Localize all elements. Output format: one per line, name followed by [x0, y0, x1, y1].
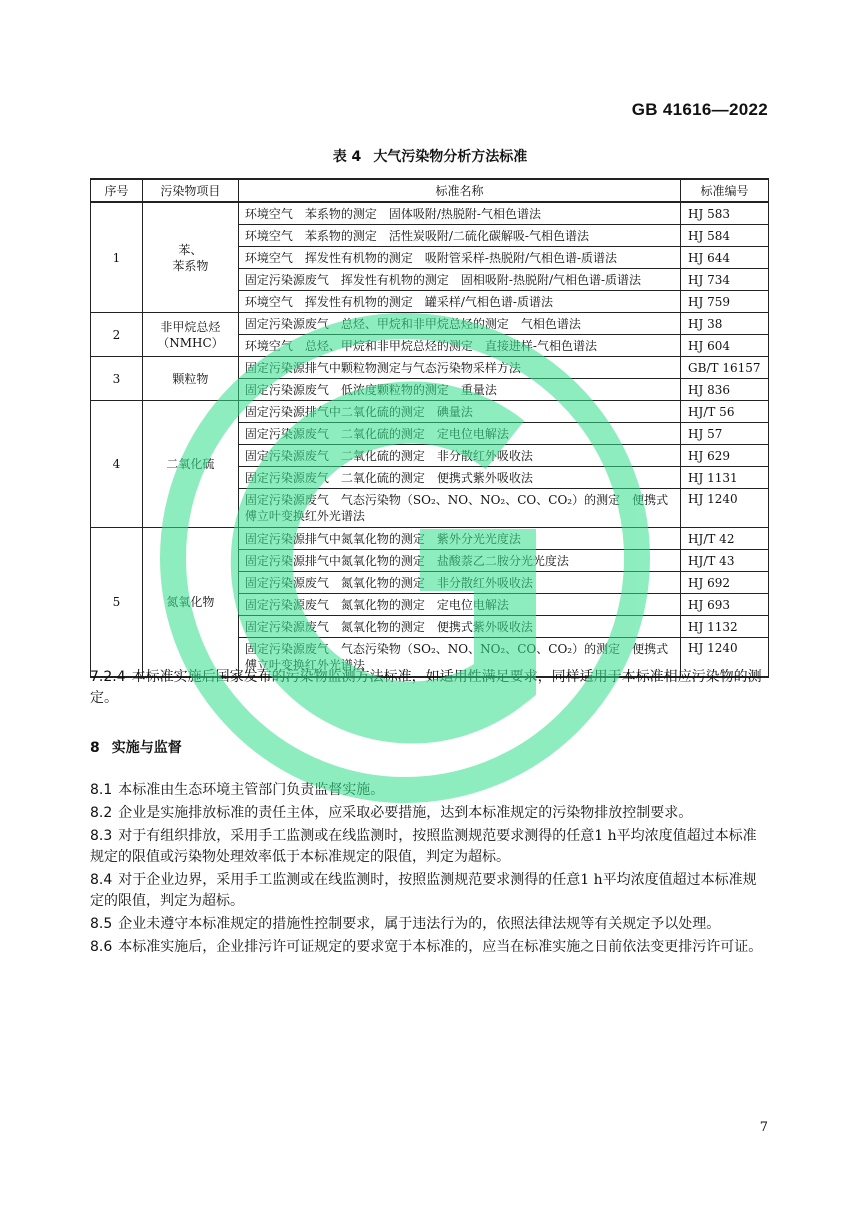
row-index-cell: 5: [91, 528, 143, 678]
standard-code-cell: HJ 38: [681, 313, 769, 335]
clause-text: 企业是实施排放标准的责任主体，应采取必要措施，达到本标准规定的污染物排放控制要求。: [118, 805, 693, 821]
standard-name-cell: 环境空气 总烃、甲烷和非甲烷总烃的测定 直接进样-气相色谱法: [238, 335, 680, 357]
standard-name-cell: 固定污染源废气 气态污染物（SO₂、NO、NO₂、CO、CO₂）的测定 便携式傅立叶变换红外光谱法: [238, 489, 680, 528]
clause-number: 8.2: [90, 805, 113, 821]
header-standard-code: 标准编号: [681, 179, 769, 202]
standard-name-cell: 固定污染源废气 二氧化硫的测定 便携式紫外吸收法: [238, 467, 680, 489]
standard-name-cell: 固定污染源废气 挥发性有机物的测定 固相吸附-热脱附/气相色谱-质谱法: [238, 269, 680, 291]
standard-code: GB 41616—2022: [631, 100, 768, 119]
table-body: [91, 202, 769, 677]
pollutant-line: 非甲烷总烃: [160, 319, 221, 334]
standard-code-cell: HJ 693: [681, 594, 769, 616]
standard-code-cell: HJ/T 56: [681, 401, 769, 423]
standard-name-cell: 环境空气 苯系物的测定 活性炭吸附/二硫化碳解吸-气相色谱法: [238, 225, 680, 247]
clause-number: 7.2.4: [90, 669, 126, 685]
page-number: 7: [759, 1120, 768, 1135]
standard-name-cell: 固定污染源废气 二氧化硫的测定 定电位电解法: [238, 423, 680, 445]
section-number: 8: [90, 740, 100, 756]
clause-number: 8.1: [90, 782, 113, 798]
standard-name-cell: 环境空气 挥发性有机物的测定 吸附管采样-热脱附/气相色谱-质谱法: [238, 247, 680, 269]
pollutant-line: 二氧化硫: [166, 457, 215, 471]
standard-code-cell: HJ 644: [681, 247, 769, 269]
table-caption-number: 表 4: [332, 149, 362, 165]
table-row: [91, 202, 769, 225]
clause-7-2-4: [90, 667, 770, 709]
clause-8-1: [90, 780, 770, 801]
pollutant-cell: [142, 202, 238, 313]
table-header-row: [91, 179, 769, 202]
standard-name-cell: 固定污染源废气 氮氧化物的测定 非分散红外吸收法: [238, 572, 680, 594]
standard-code-cell: HJ 583: [681, 202, 769, 225]
standard-name-cell: 固定污染源排气中氮氧化物的测定 盐酸萘乙二胺分光光度法: [238, 550, 680, 572]
standard-code-cell: HJ 836: [681, 379, 769, 401]
standard-code-cell: HJ 759: [681, 291, 769, 313]
pollutant-line: 苯系物: [172, 258, 209, 273]
standard-name-cell: 固定污染源排气中二氧化硫的测定 碘量法: [238, 401, 680, 423]
row-index-cell: 3: [91, 357, 143, 401]
standard-code-cell: HJ 1240: [681, 489, 769, 528]
clause-8-5: [90, 914, 770, 935]
standard-code-cell: GB/T 16157: [681, 357, 769, 379]
clause-8-4: [90, 870, 770, 912]
clause-number: 8.6: [90, 939, 113, 955]
standard-code-cell: HJ 1132: [681, 616, 769, 638]
header-standard-name: 标准名称: [238, 179, 680, 202]
table-caption-title: 大气污染物分析方法标准: [373, 149, 528, 165]
standard-code-cell: HJ 1131: [681, 467, 769, 489]
standard-name-cell: 环境空气 挥发性有机物的测定 罐采样/气相色谱-质谱法: [238, 291, 680, 313]
standard-name-cell: 固定污染源废气 二氧化硫的测定 非分散红外吸收法: [238, 445, 680, 467]
table-caption: [0, 146, 860, 166]
pollutant-line: （NMHC）: [157, 335, 224, 350]
standard-name-cell: 固定污染源废气 低浓度颗粒物的测定 重量法: [238, 379, 680, 401]
standard-code-cell: HJ 692: [681, 572, 769, 594]
pollutant-line: 苯、: [178, 242, 203, 257]
table-row: [91, 401, 769, 423]
clause-text: 本标准由生态环境主管部门负责监督实施。: [118, 782, 385, 798]
clause-number: 8.5: [90, 916, 113, 932]
clause-8-3: [90, 826, 770, 868]
standard-name-cell: 环境空气 苯系物的测定 固体吸附/热脱附-气相色谱法: [238, 202, 680, 225]
clause-number: 8.4: [90, 872, 113, 888]
clause-text: 对于有组织排放，采用手工监测或在线监测时，按照监测规范要求测得的任意1 h平均浓度值超过本标准规定的限值或污染物处理效率低于本标准规定的限值，判定为超标。: [90, 828, 757, 865]
standard-code-cell: HJ 584: [681, 225, 769, 247]
standard-code-cell: HJ/T 43: [681, 550, 769, 572]
methods-table: [90, 178, 769, 678]
standard-name-cell: 固定污染源废气 氮氧化物的测定 便携式紫外吸收法: [238, 616, 680, 638]
pollutant-cell: [142, 313, 238, 357]
clause-8-6: [90, 937, 770, 958]
clause-text: 对于企业边界，采用手工监测或在线监测时，按照监测规范要求测得的任意1 h平均浓度值超过本标准规定的限值，判定为超标。: [90, 872, 757, 909]
section-title: 实施与监督: [111, 740, 182, 756]
standard-code-cell: HJ 604: [681, 335, 769, 357]
pollutant-line: 氮氧化物: [166, 595, 215, 609]
standard-name-cell: 固定污染源废气 氮氧化物的测定 定电位电解法: [238, 594, 680, 616]
table-row: [91, 313, 769, 335]
table-row: [91, 357, 769, 379]
pollutant-line: 颗粒物: [172, 371, 209, 386]
standard-name-cell: 固定污染源排气中颗粒物测定与气态污染物采样方法: [238, 357, 680, 379]
section-heading: [90, 737, 182, 757]
pollutant-cell: [142, 528, 238, 678]
clause-number: 8.3: [90, 828, 113, 844]
clause-text: 本标准实施后，企业排污许可证规定的要求宽于本标准的，应当在标准实施之日前依法变更排污许可证。: [118, 939, 763, 955]
clause-text: 本标准实施后国家发布的污染物监测方法标准，如适用性满足要求，同样适用于本标准相应污染物的测定。: [90, 669, 762, 706]
row-index-cell: 2: [91, 313, 143, 357]
standard-name-cell: 固定污染源废气 总烃、甲烷和非甲烷总烃的测定 气相色谱法: [238, 313, 680, 335]
pollutant-cell: [142, 357, 238, 401]
standard-name-cell: 固定污染源废气 气态污染物（SO₂、NO、NO₂、CO、CO₂）的测定 便携式傅立叶变换红外光谱法: [238, 638, 680, 678]
row-index-cell: 4: [91, 401, 143, 528]
pollutant-cell: [142, 401, 238, 528]
standard-code-cell: HJ/T 42: [681, 528, 769, 550]
standard-code-cell: HJ 629: [681, 445, 769, 467]
standard-code-cell: HJ 1240: [681, 638, 769, 678]
standard-name-cell: 固定污染源排气中氮氧化物的测定 紫外分光光度法: [238, 528, 680, 550]
header-index: 序号: [91, 179, 143, 202]
standard-code-cell: HJ 734: [681, 269, 769, 291]
standard-code-cell: HJ 57: [681, 423, 769, 445]
clause-text: 企业未遵守本标准规定的措施性控制要求，属于违法行为的，依照法律法规等有关规定予以处理。: [118, 916, 721, 932]
header-pollutant: 污染物项目: [142, 179, 238, 202]
clause-8-2: [90, 803, 770, 824]
table-row: [91, 528, 769, 550]
row-index-cell: 1: [91, 202, 143, 313]
